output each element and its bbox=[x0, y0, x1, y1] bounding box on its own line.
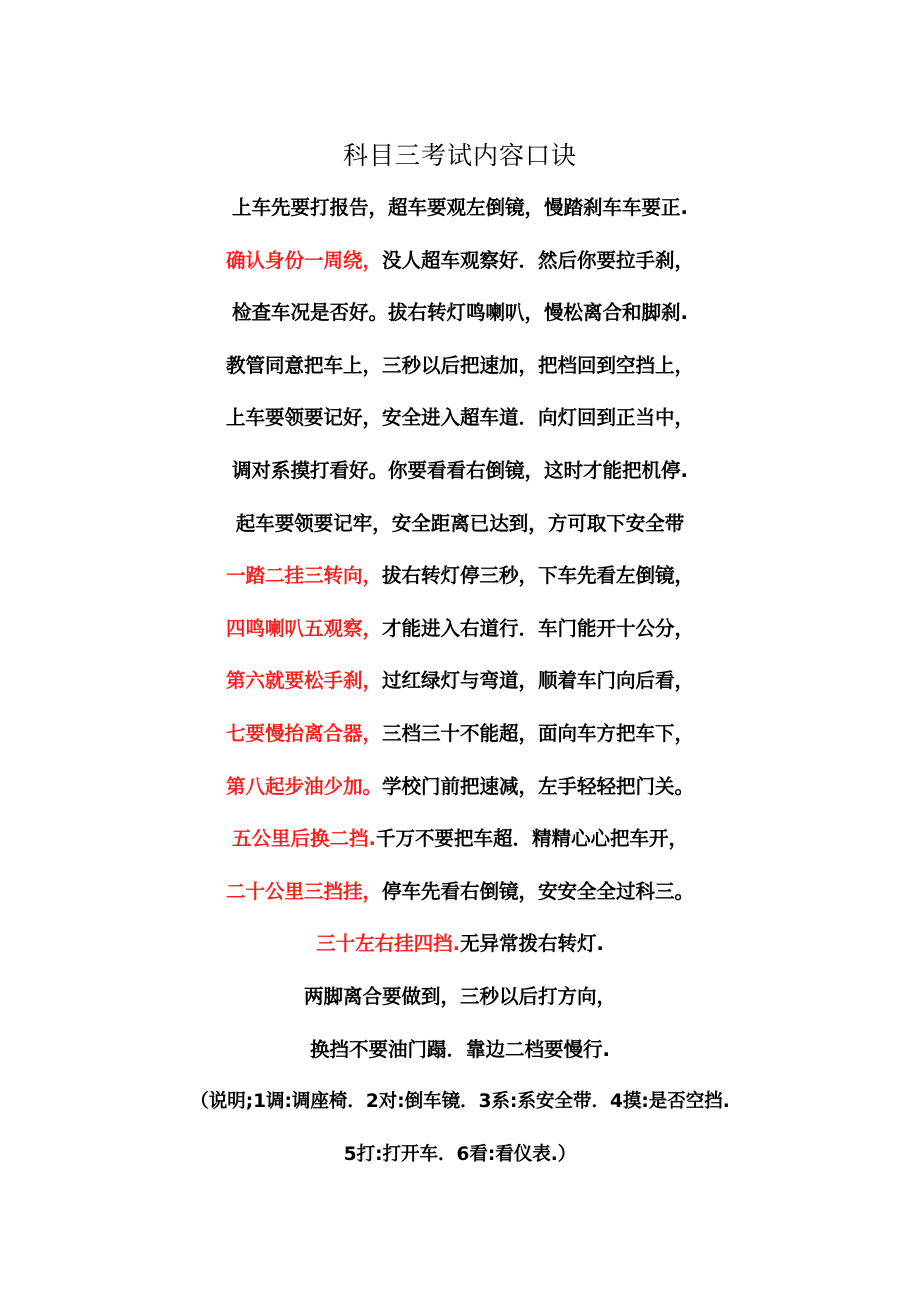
verse-line bbox=[0, 926, 920, 979]
verse-line bbox=[0, 453, 920, 506]
verse-line bbox=[0, 558, 920, 611]
verse-line bbox=[0, 716, 920, 769]
note-line bbox=[0, 1137, 920, 1190]
verse-line-highlight: 五公里后换二挡. bbox=[232, 827, 376, 851]
verse-line bbox=[0, 821, 920, 874]
verse-line-highlight: 二十公里三挡挂， bbox=[225, 879, 382, 903]
verse-line-highlight: 第六就要松手刹， bbox=[225, 669, 382, 693]
verse-line-text: 调对系摸打看好。你要看看右倒镜，这时才能把机停. bbox=[232, 458, 688, 482]
verse-line-text: 起车要领要记牢，安全距离已达到，方可取下安全带 bbox=[235, 511, 685, 535]
verse-line bbox=[0, 874, 920, 927]
verse-line-highlight: 三十左右挂四挡. bbox=[316, 932, 460, 956]
note-line-text: 5打:打开车．6看:看仪表.） bbox=[343, 1143, 577, 1165]
verse-line-text: 教管同意把车上，三秒以后把速加，把档回到空挡上， bbox=[225, 353, 694, 377]
verse-line-text: 三档三十不能超，面向车方把车下， bbox=[382, 721, 695, 745]
verse-line-highlight: 确认身份一周绕， bbox=[225, 248, 382, 272]
verse-line bbox=[0, 1032, 920, 1085]
verse-line-highlight: 四鸣喇叭五观察， bbox=[225, 616, 382, 640]
verse-line bbox=[0, 769, 920, 822]
verse-line-text: 上车要领要记好，安全进入超车道．向灯回到正当中， bbox=[225, 406, 694, 430]
verse-line-text: 检查车况是否好。拔右转灯鸣喇叭，慢松离合和脚刹. bbox=[232, 301, 688, 325]
verse-line-highlight: 第八起步油少加。 bbox=[225, 774, 382, 798]
verse-line bbox=[0, 400, 920, 453]
verse-line-text: 拔右转灯停三秒，下车先看左倒镜， bbox=[382, 564, 695, 588]
verse-line-highlight: 七要慢抬离合器， bbox=[225, 721, 382, 745]
verse-line-text: 停车先看右倒镜，安安全全过科三。 bbox=[382, 879, 695, 903]
verse-line-text: 过红绿灯与弯道，顺着车门向后看， bbox=[382, 669, 695, 693]
verse-line-text: 换挡不要油门蹋．靠边二档要慢行. bbox=[310, 1037, 610, 1061]
verse-line-highlight: 一踏二挂三转向， bbox=[225, 564, 382, 588]
verse-line-text: 没人超车观察好．然后你要拉手刹， bbox=[382, 248, 695, 272]
verse-line-text: 上车先要打报告，超车要观左倒镜，慢踏刹车车要正. bbox=[232, 196, 688, 219]
verse-line bbox=[0, 663, 920, 716]
verse-line bbox=[0, 979, 920, 1032]
verse-line bbox=[0, 506, 920, 559]
verse-line bbox=[0, 611, 920, 664]
verse-line-text: 无异常拨右转灯. bbox=[460, 932, 604, 956]
note-line-text: （说明;1调:调座椅．2对:倒车镜．3系:系安全带．4摸:是否空挡. bbox=[190, 1091, 730, 1113]
verse-line-text: 学校门前把速减，左手轻轻把门关。 bbox=[382, 774, 695, 798]
verse-line bbox=[0, 295, 920, 348]
page-title: 科目三考试内容口诀 bbox=[342, 141, 577, 170]
verse-line bbox=[0, 348, 920, 401]
verse-line-text: 才能进入右道行．车门能开十公分， bbox=[382, 616, 695, 640]
note-line bbox=[0, 1084, 920, 1137]
verse-line-text: 两脚离合要做到，三秒以后打方向， bbox=[303, 984, 616, 1008]
verse-line bbox=[0, 243, 920, 296]
verse-lines bbox=[0, 190, 920, 1189]
verse-line bbox=[0, 190, 920, 243]
verse-line-text: 千万不要把车超．精精心心把车开， bbox=[375, 827, 688, 851]
